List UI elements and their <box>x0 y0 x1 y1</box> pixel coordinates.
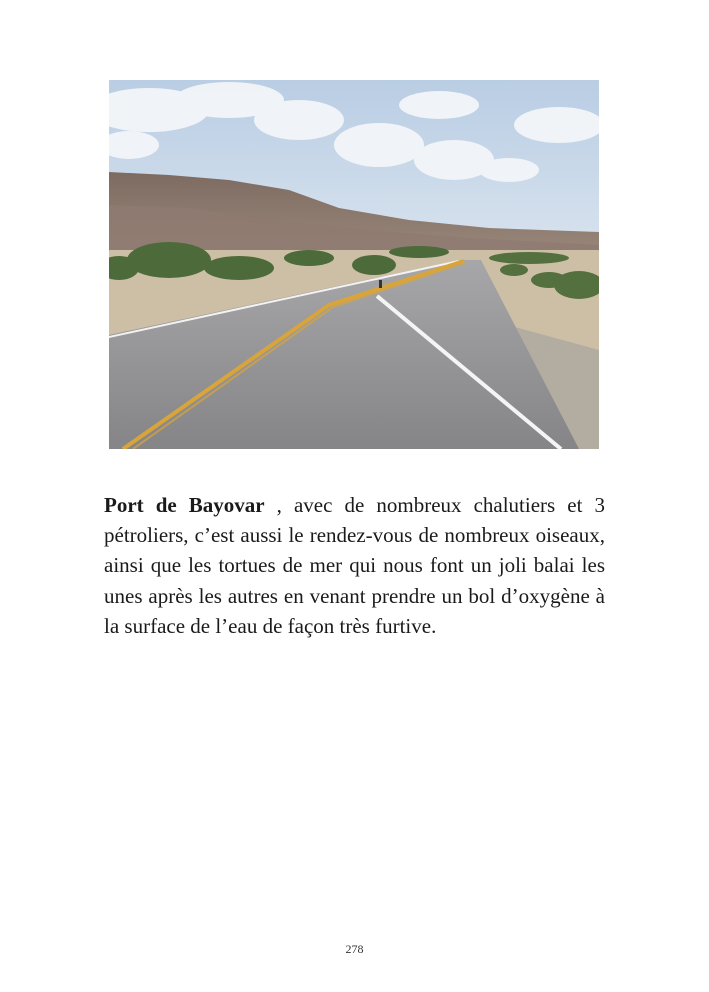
page-number: 278 <box>345 942 364 956</box>
road-photo <box>109 80 599 449</box>
place-name: Port de Bayovar <box>104 493 265 517</box>
caption-paragraph <box>104 490 605 641</box>
caption-text: , avec de nombreux chalutiers et 3 pétroliers, c’est aussi le rendez-vous de nombreux oiseaux, ainsi que les tortues de mer qui nous font un joli balai les unes après les autres en venant prendre un bol d’oxygène à la surface de l’eau de façon très furtive. <box>104 493 605 638</box>
road-photo-illustration <box>109 80 599 449</box>
motorcyclist <box>379 280 382 288</box>
